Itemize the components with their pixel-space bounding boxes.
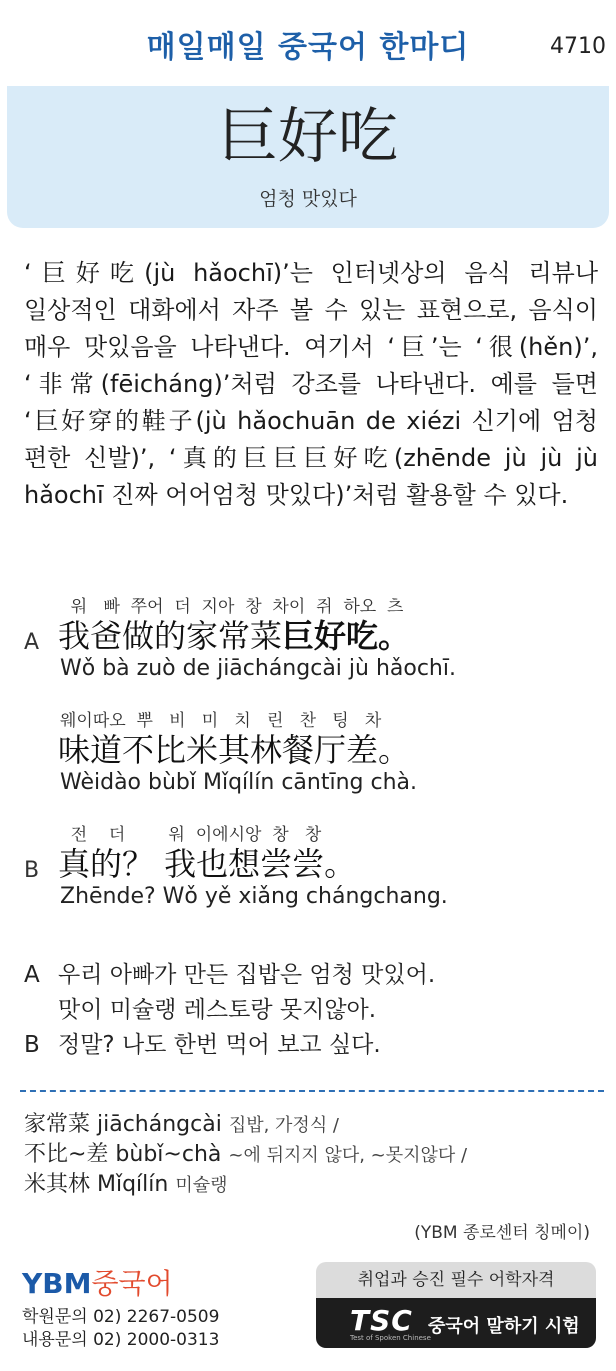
tsc-name: 중국어 말하기 시험 xyxy=(428,1316,580,1337)
dialog-chinese-bold: 巨好吃。 xyxy=(282,617,411,655)
contact-academy: 학원문의 02) 2267-0509 xyxy=(22,1307,220,1327)
translation-text: 우리 아빠가 만든 집밥은 엄청 맛있어. xyxy=(58,962,436,988)
dialog-ruby: 워 빠 쭈어 더 지아 창 차이 쥐 하오 츠 xyxy=(60,597,404,617)
phrase-korean: 엄청 맛있다 xyxy=(259,188,357,210)
translation-row xyxy=(24,1028,604,1063)
tsc-logo-subtitle: Test of Spoken Chinese xyxy=(350,1334,431,1342)
dialog-chinese: 真的？ 我也想尝尝。 xyxy=(58,845,357,883)
dashed-divider xyxy=(20,1090,604,1092)
translation-text: 맛이 미슐랭 레스토랑 못지않아. xyxy=(58,997,377,1023)
dialog-pinyin: Wǒ bà zuò de jiāchángcài jù hǎochī. xyxy=(60,656,456,681)
ybm-footer xyxy=(22,1262,219,1352)
translation-text: 정말? 나도 한번 먹어 보고 싶다. xyxy=(58,1032,381,1058)
phrase-chinese: 巨好吃 xyxy=(218,102,398,172)
vocab-gloss: ~에 뒤지지 않다, ~못지않다 / xyxy=(228,1145,468,1166)
series-title: 매일매일 중국어 한마디 xyxy=(146,30,470,65)
vocab-item xyxy=(24,1140,604,1170)
tsc-banner[interactable] xyxy=(316,1262,596,1348)
dialog-pinyin: Zhēnde? Wǒ yě xiǎng chángchang. xyxy=(60,884,448,909)
dialog-speaker: A xyxy=(24,630,40,655)
ybm-logo-text: YBM xyxy=(22,1267,92,1300)
dialog-chinese-plain: 我爸做的家常菜 xyxy=(58,617,283,655)
vocab-term: 不比~差 bùbǐ~chà xyxy=(24,1142,222,1167)
dialog-chinese xyxy=(58,616,410,656)
ybm-logo-korean: 중국어 xyxy=(91,1267,173,1300)
issue-number: 4710 xyxy=(550,34,606,59)
author-credit: (YBM 종로센터 칭메이) xyxy=(414,1223,590,1243)
vocab-gloss: 집밥, 가정식 / xyxy=(228,1115,339,1136)
tsc-tagline: 취업과 승진 필수 어학자격 xyxy=(316,1262,596,1298)
vocab-gloss: 미슐랭 xyxy=(175,1175,228,1196)
translation-row xyxy=(24,958,604,993)
vocab-term: 家常菜 jiāchángcài xyxy=(24,1112,222,1137)
tsc-logo-mark: TSC xyxy=(350,1304,413,1337)
dialog-pinyin: Wèidào bùbǐ Mǐqílín cāntīng chà. xyxy=(60,770,417,795)
translation-row xyxy=(24,993,604,1028)
phrase-box xyxy=(7,86,609,228)
contact-content: 내용문의 02) 2000-0313 xyxy=(22,1330,220,1350)
vocab-item xyxy=(24,1110,604,1140)
header xyxy=(0,0,616,84)
intro-paragraph: ‘巨好吃(jù hǎochī)’는 인터넷상의 음식 리뷰나 일상적인 대화에서 자주 볼 수 있는 표현으로, 음식이 매우 맛있음을 나타낸다. 여기서 ‘巨’는 ‘很(hěn)’, ‘非常(fēicháng)’처럼 강조를 나타낸다. 예를 들면 ‘巨好穿的鞋子(jù hǎochuān de xiézi 신기에 엄청 편한 신발)’, ‘真的巨巨巨好吃(zhēnde jù jù jù hǎochī 진짜 어어엄청 맛있다)’처럼 활용할 수 있다. xyxy=(24,259,598,509)
translation-speaker: B xyxy=(24,1032,40,1058)
translation-speaker: A xyxy=(24,962,40,988)
dialog-ruby: 전 더 워 이에시앙 창 창 xyxy=(60,825,322,845)
dialog-chinese: 味道不比米其林餐厅差。 xyxy=(58,731,411,769)
vocab-term: 米其林 Mǐqílín xyxy=(24,1172,169,1197)
dialog-ruby: 웨이따오 뿌 비 미 치 린 찬 팅 차 xyxy=(60,711,382,731)
dialog-speaker: B xyxy=(24,858,40,883)
ybm-logo[interactable] xyxy=(22,1262,219,1302)
tsc-bottom xyxy=(316,1298,596,1348)
vocab-item xyxy=(24,1170,604,1200)
translation-block xyxy=(24,958,604,1063)
vocab-list xyxy=(24,1110,604,1200)
